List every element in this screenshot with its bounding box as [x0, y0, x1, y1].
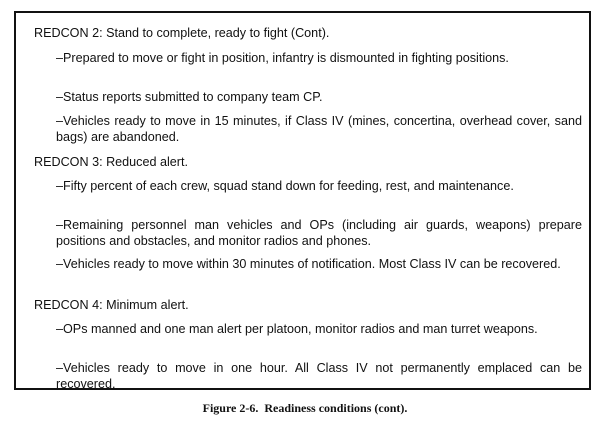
readiness-conditions-box: [14, 11, 591, 390]
redcon-4-heading: REDCON 4: Minimum alert.: [34, 298, 189, 312]
redcon-3-item-3: –Vehicles ready to move within 30 minutes of notification. Most Class IV can be recovered.: [56, 257, 561, 271]
figure-caption: Figure 2-6. Readiness conditions (cont).: [202, 401, 408, 415]
redcon-2-item-3: –Vehicles ready to move in 15 minutes, if Class IV (mines, concertina, overhead cover, sand bags) are abandoned.: [56, 114, 582, 144]
redcon-2-item-1: –Prepared to move or fight in position, infantry is dismounted in fighting positions.: [56, 51, 509, 65]
redcon-4-item-1: –OPs manned and one man alert per platoon, monitor radios and man turret weapons.: [56, 322, 538, 336]
redcon-2-item-2: –Status reports submitted to company team CP.: [56, 90, 323, 104]
redcon-3-item-2: –Remaining personnel man vehicles and OPs (including air guards, weapons) prepare positions and obstacles, and monitor radios and phones.: [56, 218, 582, 248]
redcon-3-item-1: –Fifty percent of each crew, squad stand down for feeding, rest, and maintenance.: [56, 179, 514, 193]
redcon-3-heading: REDCON 3: Reduced alert.: [34, 155, 188, 169]
redcon-4-item-2: –Vehicles ready to move in one hour. All Class IV not permanently emplaced can be recovered.: [56, 361, 582, 391]
redcon-2-heading: REDCON 2: Stand to complete, ready to fight (Cont).: [34, 26, 330, 40]
